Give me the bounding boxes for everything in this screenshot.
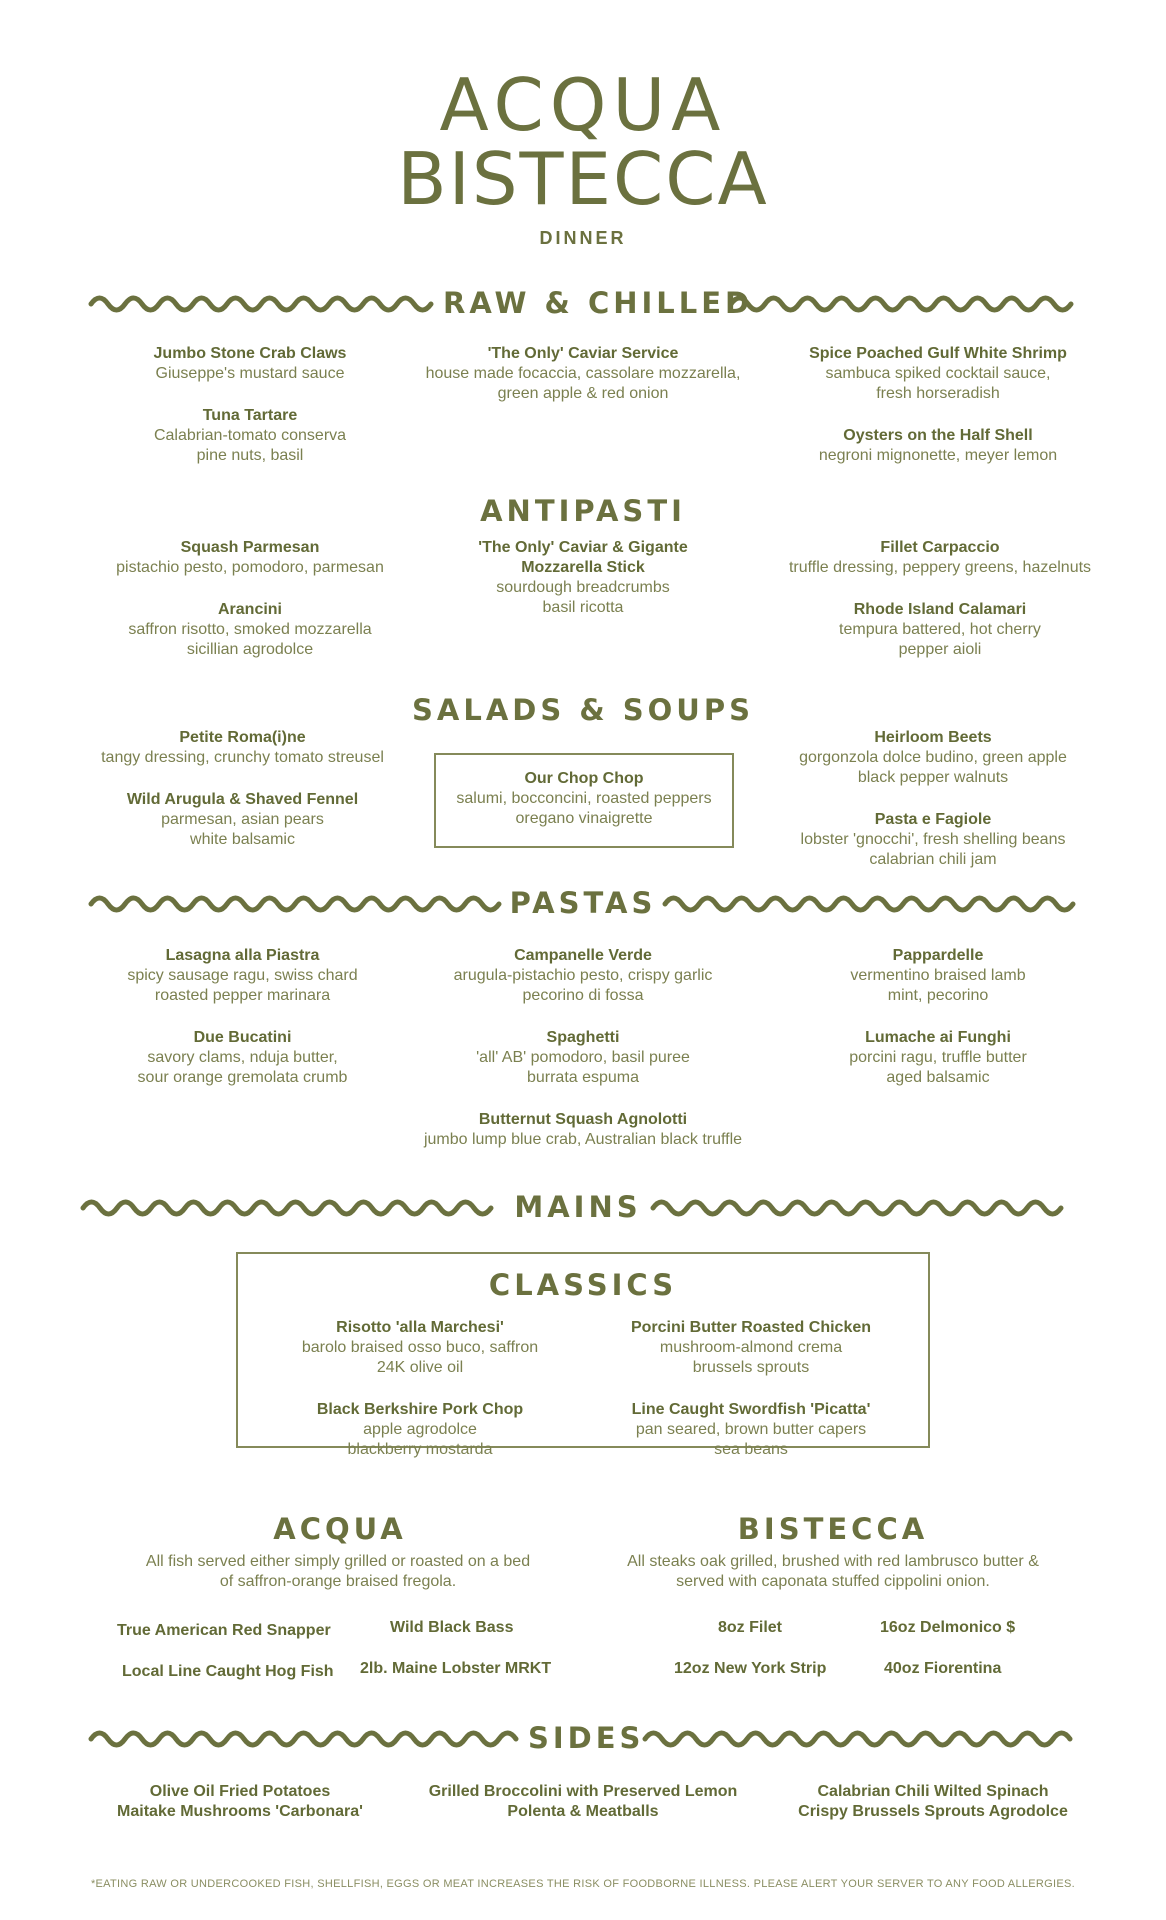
item-desc: mint, pecorino [887, 987, 989, 1004]
menu-item [100, 344, 400, 384]
menu-item [90, 1028, 395, 1088]
menu-item [770, 600, 1110, 660]
logo-line-bistecca: BISTECCA [397, 137, 769, 221]
item-name: Our Chop Chop [524, 770, 644, 787]
classics-right-col [596, 1318, 906, 1482]
item-name: Campanelle Verde [514, 947, 652, 964]
side-item: Maitake Mushrooms 'Carbonara' [117, 1803, 363, 1820]
item-desc: negroni mignonette, meyer lemon [818, 447, 1058, 464]
antipasti-left-col [90, 538, 410, 682]
wave-path [91, 1733, 516, 1745]
pastas-left-col [90, 946, 395, 1110]
item-desc: porcini ragu, truffle butter [849, 1049, 1027, 1066]
wave-path [91, 298, 431, 310]
item-name: Spice Poached Gulf White Shrimp [809, 345, 1067, 362]
salads-center-col [434, 769, 734, 851]
item-desc: pine nuts, basil [196, 447, 304, 464]
logo-line-acqua: ACQUA [439, 63, 727, 147]
item-desc: sourdough breadcrumbs [496, 579, 670, 596]
acqua-item: 2lb. Maine Lobster MRKT [360, 1660, 552, 1677]
item-desc: salumi, bocconcini, roasted peppers [456, 790, 712, 807]
acqua-item: True American Red Snapper [117, 1622, 331, 1639]
item-desc: pecorino di fossa [522, 987, 644, 1004]
item-desc: burrata espuma [526, 1069, 640, 1086]
section-title-antipasti: ANTIPASTI [480, 494, 686, 528]
item-name: Due Bucatini [193, 1029, 292, 1046]
wave-divider-pastas-left [88, 892, 504, 916]
wave-divider-sides-left [88, 1727, 528, 1751]
item-desc: pistachio pesto, pomodoro, parmesan [116, 559, 384, 576]
allergy-footnote: *EATING RAW OR UNDERCOOKED FISH, SHELLFISH, EGGS OR MEAT INCREASES THE RISK OF FOODBORNE ILLNESS. PLEASE ALERT YOUR SERVER TO ANY FOOD ALLERGIES. [90, 1878, 1076, 1890]
item-desc: sicillian agrodolce [186, 641, 314, 658]
acqua-intro [118, 1552, 558, 1592]
sides-left-col [90, 1782, 390, 1822]
menu-item [770, 538, 1110, 578]
section-title-bistecca: BISTECCA [737, 1512, 929, 1546]
item-name: Oysters on the Half Shell [843, 427, 1033, 444]
wave-path [731, 298, 1071, 310]
item-desc: barolo braised osso buco, saffron [301, 1339, 539, 1356]
section-title-classics: CLASSICS [488, 1268, 678, 1302]
side-item: Grilled Broccolini with Preserved Lemon [428, 1783, 738, 1800]
section-title-raw-chilled: RAW & CHILLED [443, 286, 754, 320]
item-desc: truffle dressing, peppery greens, hazelnuts [788, 559, 1092, 576]
item-desc: pan seared, brown butter capers [635, 1421, 867, 1438]
menu-item [788, 426, 1088, 466]
antipasti-center-col [433, 538, 733, 640]
intro-line: All steaks oak grilled, brushed with red lambrusco butter & [627, 1553, 1039, 1570]
item-desc: jumbo lump blue crab, Australian black truffle [423, 1131, 743, 1148]
item-desc: spicy sausage ragu, swiss chard [127, 967, 358, 984]
item-desc: tempura battered, hot cherry [839, 621, 1041, 638]
item-name: Line Caught Swordfish 'Picatta' [631, 1401, 871, 1418]
item-desc: savory clams, nduja butter, [147, 1049, 338, 1066]
menu-item [90, 538, 410, 578]
item-name: 'The Only' Caviar & Gigante [478, 539, 688, 556]
item-desc: brussels sprouts [692, 1359, 810, 1376]
acqua-item: Local Line Caught Hog Fish [122, 1663, 334, 1680]
pastas-center-col [400, 946, 766, 1172]
menu-item [596, 1400, 906, 1460]
acqua-item: Wild Black Bass [390, 1619, 514, 1636]
item-desc: blackberry mostarda [347, 1441, 493, 1458]
section-title-sides: SIDES [528, 1721, 645, 1755]
sides-right-col [778, 1782, 1088, 1822]
item-desc: sea beans [714, 1441, 788, 1458]
menu-item [270, 1400, 570, 1460]
item-name: Fillet Carpaccio [880, 539, 1000, 556]
antipasti-right-col [770, 538, 1110, 682]
menu-item [100, 406, 400, 466]
classics-left-col [270, 1318, 570, 1482]
item-name: Wild Arugula & Shaved Fennel [126, 791, 359, 808]
item-name: Squash Parmesan [180, 539, 320, 556]
menu-item [400, 1028, 766, 1088]
item-name: Heirloom Beets [874, 729, 992, 746]
side-item: Calabrian Chili Wilted Spinach [817, 1783, 1049, 1800]
item-name: Mozzarella Stick [521, 559, 645, 576]
item-name: Butternut Squash Agnolotti [478, 1111, 688, 1128]
section-title-acqua: ACQUA [273, 1512, 407, 1546]
item-desc: calabrian chili jam [869, 851, 997, 868]
menu-subtitle: DINNER [539, 228, 627, 248]
item-name: Rhode Island Calamari [853, 601, 1027, 618]
item-desc: lobster 'gnocchi', fresh shelling beans [800, 831, 1066, 848]
wave-divider-sides-right [642, 1727, 1082, 1751]
bistecca-item: 40oz Fiorentina [884, 1660, 1002, 1677]
item-desc: gorgonzola dolce budino, green apple [799, 749, 1067, 766]
item-name: Petite Roma(i)ne [179, 729, 306, 746]
menu-item [433, 538, 733, 618]
item-desc: oregano vinaigrette [515, 810, 653, 827]
raw-right-col [788, 344, 1088, 488]
section-title-pastas: PASTAS [509, 886, 657, 920]
item-desc: basil ricotta [542, 599, 624, 616]
menu-item [434, 769, 734, 829]
item-desc: Calabrian-tomato conserva [153, 427, 347, 444]
item-desc: saffron risotto, smoked mozzarella [128, 621, 372, 638]
item-name: Black Berkshire Pork Chop [316, 1401, 524, 1418]
item-name: Tuna Tartare [202, 407, 298, 424]
item-desc: mushroom-almond crema [659, 1339, 843, 1356]
intro-line: of saffron-orange braised fregola. [219, 1573, 457, 1590]
intro-line: All fish served either simply grilled or roasted on a bed [145, 1553, 531, 1570]
wave-path [653, 1202, 1061, 1214]
item-name: 'The Only' Caviar Service [487, 345, 679, 362]
bistecca-item: 8oz Filet [718, 1619, 783, 1636]
menu-item [90, 600, 410, 660]
section-title-salads-soups: SALADS & SOUPS [412, 693, 754, 727]
wave-divider-raw-right [728, 292, 1078, 316]
wave-path [91, 898, 499, 910]
item-desc: 'all' AB' pomodoro, basil puree [476, 1049, 690, 1066]
salads-left-col [80, 728, 405, 872]
menu-item [80, 728, 405, 768]
menu-item [788, 946, 1088, 1006]
item-desc: Giuseppe's mustard sauce [155, 365, 345, 382]
side-item: Crispy Brussels Sprouts Agrodolce [798, 1803, 1068, 1820]
bistecca-intro [598, 1552, 1068, 1592]
menu-item [788, 1028, 1088, 1088]
wave-divider-mains-left [80, 1196, 500, 1220]
item-desc: aged balsamic [886, 1069, 990, 1086]
raw-left-col [100, 344, 400, 488]
item-desc: fresh horseradish [876, 385, 1000, 402]
wave-path [645, 1733, 1070, 1745]
item-desc: vermentino braised lamb [850, 967, 1026, 984]
item-desc: apple agrodolce [363, 1421, 477, 1438]
wave-divider-mains-right [650, 1196, 1070, 1220]
item-name: Lumache ai Funghi [865, 1029, 1011, 1046]
item-desc: house made focaccia, cassolare mozzarella, [425, 365, 741, 382]
item-desc: green apple & red onion [497, 385, 669, 402]
item-desc: arugula-pistachio pesto, crispy garlic [453, 967, 713, 984]
item-desc: roasted pepper marinara [154, 987, 331, 1004]
intro-line: served with caponata stuffed cippolini onion. [676, 1573, 990, 1590]
item-desc: white balsamic [190, 831, 295, 848]
menu-item [400, 1110, 766, 1150]
menu-item [596, 1318, 906, 1378]
item-desc: sour orange gremolata crumb [137, 1069, 348, 1086]
bistecca-item: 16oz Delmonico $ [880, 1619, 1016, 1636]
item-name: Jumbo Stone Crab Claws [153, 345, 347, 362]
item-desc: pepper aioli [898, 641, 982, 658]
menu-item [768, 810, 1098, 870]
menu-item [400, 946, 766, 1006]
menu-item [408, 344, 758, 404]
wave-path [83, 1202, 491, 1214]
side-item: Polenta & Meatballs [507, 1803, 659, 1820]
menu-item [90, 946, 395, 1006]
pastas-right-col [788, 946, 1088, 1110]
wave-divider-raw-left [88, 292, 438, 316]
item-name: Porcini Butter Roasted Chicken [630, 1319, 872, 1336]
wave-path [665, 898, 1073, 910]
sides-center-col [403, 1782, 763, 1822]
menu-item [80, 790, 405, 850]
menu-item [788, 344, 1088, 404]
item-desc: 24K olive oil [376, 1359, 464, 1376]
side-item: Olive Oil Fried Potatoes [149, 1783, 331, 1800]
menu-item [768, 728, 1098, 788]
item-name: Risotto 'alla Marchesi' [336, 1319, 504, 1336]
bistecca-item: 12oz New York Strip [674, 1660, 827, 1677]
item-desc: black pepper walnuts [857, 769, 1009, 786]
section-title-mains: MAINS [514, 1190, 642, 1224]
item-name: Pasta e Fagiole [874, 811, 992, 828]
item-desc: parmesan, asian pears [161, 811, 324, 828]
item-name: Lasagna alla Piastra [165, 947, 320, 964]
item-name: Spaghetti [546, 1029, 620, 1046]
item-desc: tangy dressing, crunchy tomato streusel [101, 749, 384, 766]
item-desc: sambuca spiked cocktail sauce, [825, 365, 1051, 382]
item-name: Arancini [217, 601, 282, 618]
wave-divider-pastas-right [662, 892, 1078, 916]
salads-right-col [768, 728, 1098, 892]
menu-item [270, 1318, 570, 1378]
raw-center-col [408, 344, 758, 426]
item-name: Pappardelle [892, 947, 984, 964]
